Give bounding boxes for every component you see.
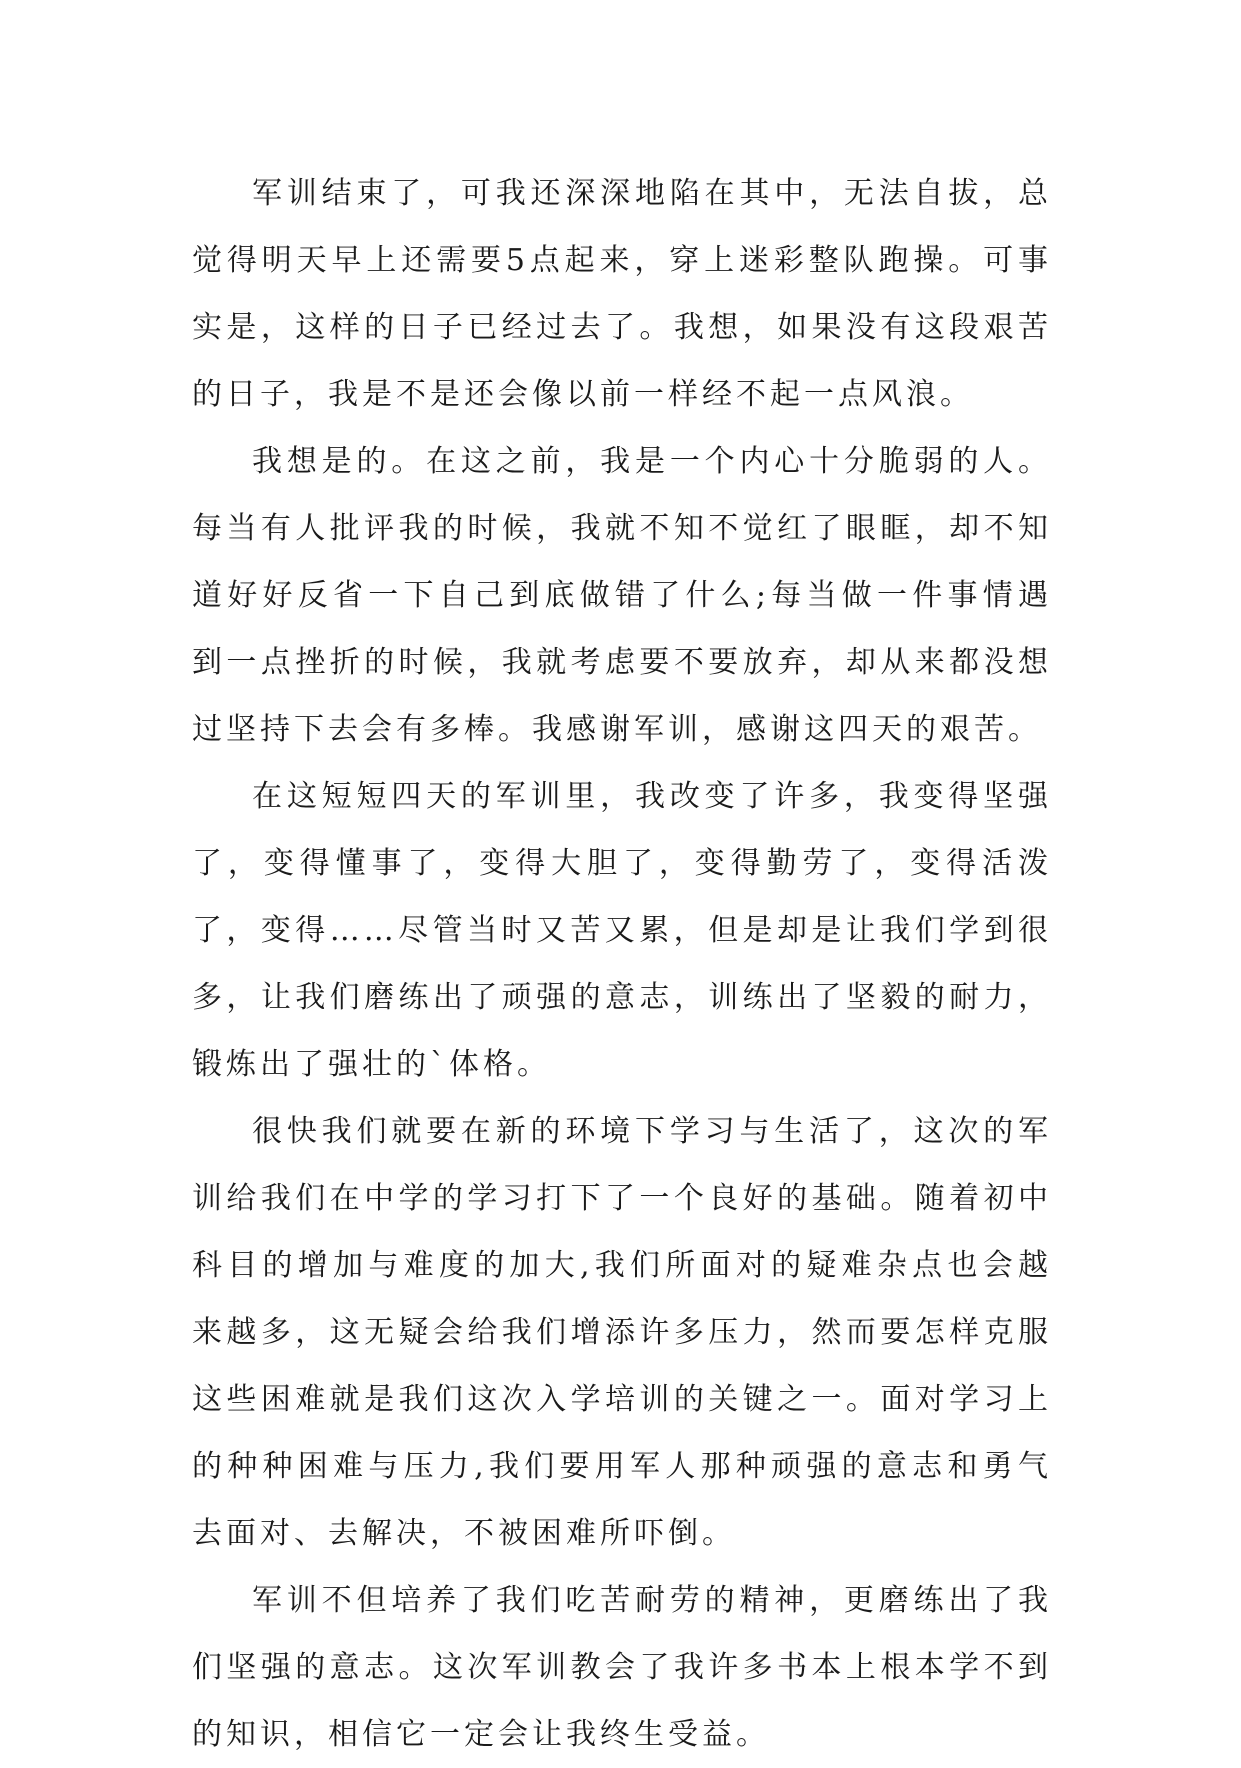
paragraph-4: 很快我们就要在新的环境下学习与生活了，这次的军训给我们在中学的学习打下了一个良好的基础。随着初中科目的增加与难度的加大,我们所面对的疑难杂点也会越来越多，这无疑会给我们增添许多压力，然而要怎样克服这些困难就是我们这次入学培训的关键之一。面对学习上的种种困难与压力,我们要用军人那种顽强的意志和勇气去面对、去解决，不被困难所吓倒。 (192, 1114, 1052, 1551)
paragraph-3: 在这短短四天的军训里，我改变了许多，我变得坚强了，变得懂事了，变得大胆了，变得勤劳了，变得活泼了，变得……尽管当时又苦又累，但是却是让我们学到很多，让我们磨练出了顽强的意志，训练出了坚毅的耐力，锻炼出了强壮的`体格。 (192, 779, 1052, 1082)
paragraph-2: 我想是的。在这之前，我是一个内心十分脆弱的人。每当有人批评我的时候，我就不知不觉红了眼眶，却不知道好好反省一下自己到底做错了什么;每当做一件事情遇到一点挫折的时候，我就考虑要不要放弃，却从来都没想过坚持下去会有多棒。我感谢军训，感谢这四天的艰苦。 (192, 444, 1052, 747)
paragraph-5: 军训不但培养了我们吃苦耐劳的精神，更磨练出了我们坚强的意志。这次军训教会了我许多书本上根本学不到的知识，相信它一定会让我终生受益。 (192, 1583, 1052, 1752)
paragraph-1: 军训结束了，可我还深深地陷在其中，无法自拔，总觉得明天早上还需要5点起来，穿上迷彩整队跑操。可事实是，这样的日子已经过去了。我想，如果没有这段艰苦的日子，我是不是还会像以前一样经不起一点风浪。 (192, 176, 1052, 412)
document-body (192, 160, 1052, 1768)
